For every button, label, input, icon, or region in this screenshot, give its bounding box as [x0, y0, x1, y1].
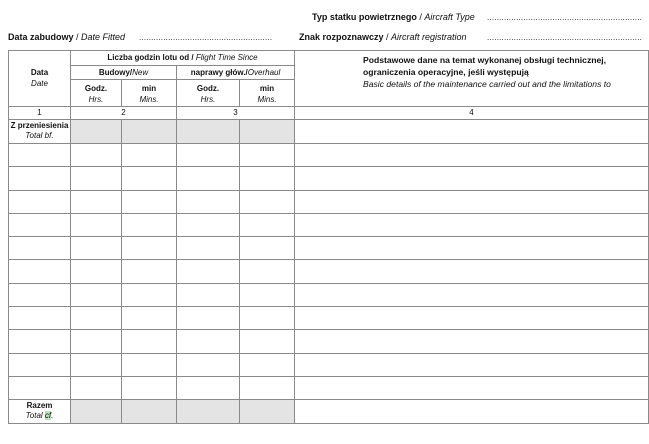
maintenance-description-header: Podstawowe dane na temat wykonanej obsługi technicznej, ograniczenia operacyjne, jeśli występują Basic details of the maintenance carried out and the limitations to	[295, 51, 649, 107]
table-row	[9, 144, 649, 167]
new-hours-cell[interactable]	[71, 283, 122, 306]
brought-forward-row	[9, 120, 649, 144]
overhaul-minutes-cell[interactable]	[240, 190, 295, 213]
registration-field[interactable]: ................................................................	[487, 33, 643, 42]
date-cell[interactable]	[9, 237, 71, 260]
registration-label: Znak rozpoznawczy / Aircraft registration	[299, 32, 467, 42]
description-cell[interactable]	[295, 260, 649, 283]
date-cell[interactable]	[9, 190, 71, 213]
column-number: 4	[295, 107, 649, 120]
bf-new-hours-cell[interactable]	[71, 120, 122, 144]
overhaul-hours-cell[interactable]	[177, 353, 240, 376]
new-minutes-cell[interactable]	[122, 260, 177, 283]
new-hours-cell[interactable]	[71, 353, 122, 376]
bf-description-cell[interactable]	[295, 120, 649, 144]
description-cell[interactable]	[295, 307, 649, 330]
overhaul-minutes-cell[interactable]	[240, 260, 295, 283]
bf-overhaul-minutes-cell[interactable]	[240, 120, 295, 144]
date-fitted-label: Data zabudowy / Date Fitted	[8, 32, 126, 42]
date-cell[interactable]	[9, 283, 71, 306]
aircraft-type-field[interactable]: ................................................................	[487, 13, 643, 22]
total-label: Razem Total cf.	[9, 400, 71, 424]
new-minutes-cell[interactable]	[122, 213, 177, 236]
new-minutes-header: min Mins.	[122, 80, 177, 107]
description-cell[interactable]	[295, 353, 649, 376]
table-row	[9, 167, 649, 190]
overhaul-hours-cell[interactable]	[177, 283, 240, 306]
overhaul-hours-cell[interactable]	[177, 144, 240, 167]
since-overhaul-header: naprawy głów./Overhaul	[177, 66, 295, 80]
overhaul-hours-cell[interactable]	[177, 190, 240, 213]
new-minutes-cell[interactable]	[122, 376, 177, 399]
overhaul-hours-cell[interactable]	[177, 376, 240, 399]
total-overhaul-minutes-cell[interactable]	[240, 400, 295, 424]
overhaul-minutes-cell[interactable]	[240, 213, 295, 236]
date-cell[interactable]	[9, 260, 71, 283]
date-cell[interactable]	[9, 213, 71, 236]
column-number: 3	[177, 107, 295, 120]
description-cell[interactable]	[295, 213, 649, 236]
new-hours-cell[interactable]	[71, 167, 122, 190]
description-cell[interactable]	[295, 237, 649, 260]
new-minutes-cell[interactable]	[122, 167, 177, 190]
overhaul-hours-cell[interactable]	[177, 260, 240, 283]
table-row	[9, 260, 649, 283]
description-cell[interactable]	[295, 330, 649, 353]
new-minutes-cell[interactable]	[122, 237, 177, 260]
table-row	[9, 237, 649, 260]
bf-overhaul-hours-cell[interactable]	[177, 120, 240, 144]
bf-new-minutes-cell[interactable]	[122, 120, 177, 144]
table-row	[9, 213, 649, 236]
new-minutes-cell[interactable]	[122, 307, 177, 330]
total-new-minutes-cell[interactable]	[122, 400, 177, 424]
new-hours-cell[interactable]	[71, 307, 122, 330]
overhaul-minutes-cell[interactable]	[240, 330, 295, 353]
overhaul-minutes-cell[interactable]	[240, 167, 295, 190]
table-row	[9, 353, 649, 376]
maintenance-log-table	[8, 50, 649, 424]
date-cell[interactable]	[9, 307, 71, 330]
new-hours-cell[interactable]	[71, 144, 122, 167]
total-overhaul-hours-cell[interactable]	[177, 400, 240, 424]
date-cell[interactable]	[9, 353, 71, 376]
overhaul-minutes-cell[interactable]	[240, 283, 295, 306]
new-hours-header: Godz. Hrs.	[71, 80, 122, 107]
new-hours-cell[interactable]	[71, 330, 122, 353]
overhaul-minutes-cell[interactable]	[240, 237, 295, 260]
flight-time-header: Liczba godzin lotu od / Flight Time Since	[71, 51, 295, 66]
new-hours-cell[interactable]	[71, 213, 122, 236]
table-row	[9, 307, 649, 330]
table-row	[9, 376, 649, 399]
overhaul-hours-cell[interactable]	[177, 167, 240, 190]
description-cell[interactable]	[295, 167, 649, 190]
date-cell[interactable]	[9, 144, 71, 167]
new-hours-cell[interactable]	[71, 376, 122, 399]
overhaul-hours-header: Godz. Hrs.	[177, 80, 240, 107]
overhaul-minutes-cell[interactable]	[240, 376, 295, 399]
new-hours-cell[interactable]	[71, 237, 122, 260]
new-minutes-cell[interactable]	[122, 353, 177, 376]
total-carried-forward-row	[9, 400, 649, 424]
table-row	[9, 283, 649, 306]
new-minutes-cell[interactable]	[122, 144, 177, 167]
date-cell[interactable]	[9, 167, 71, 190]
column-number: 2	[71, 107, 177, 120]
overhaul-hours-cell[interactable]	[177, 237, 240, 260]
since-new-header: Budowy/New	[71, 66, 177, 80]
table-row	[9, 330, 649, 353]
total-new-hours-cell[interactable]	[71, 400, 122, 424]
column-number: 1	[9, 107, 71, 120]
brought-forward-label: Z przeniesienia Total bf.	[9, 120, 71, 144]
date-cell[interactable]	[9, 330, 71, 353]
new-hours-cell[interactable]	[71, 260, 122, 283]
description-cell[interactable]	[295, 283, 649, 306]
date-column-header: Data Date	[9, 51, 71, 107]
description-cell[interactable]	[295, 144, 649, 167]
overhaul-minutes-cell[interactable]	[240, 144, 295, 167]
overhaul-hours-cell[interactable]	[177, 213, 240, 236]
description-cell[interactable]	[295, 190, 649, 213]
new-minutes-cell[interactable]	[122, 283, 177, 306]
description-cell[interactable]	[295, 376, 649, 399]
overhaul-minutes-cell[interactable]	[240, 353, 295, 376]
overhaul-hours-cell[interactable]	[177, 307, 240, 330]
table-row	[9, 190, 649, 213]
date-cell[interactable]	[9, 376, 71, 399]
aircraft-type-label: Typ statku powietrznego / Aircraft Type	[312, 12, 475, 22]
overhaul-minutes-cell[interactable]	[240, 307, 295, 330]
new-minutes-cell[interactable]	[122, 190, 177, 213]
total-description-cell[interactable]	[295, 400, 649, 424]
new-hours-cell[interactable]	[71, 190, 122, 213]
new-minutes-cell[interactable]	[122, 330, 177, 353]
overhaul-hours-cell[interactable]	[177, 330, 240, 353]
date-fitted-field[interactable]: .......................................................	[139, 33, 273, 42]
overhaul-minutes-header: min Mins.	[240, 80, 295, 107]
